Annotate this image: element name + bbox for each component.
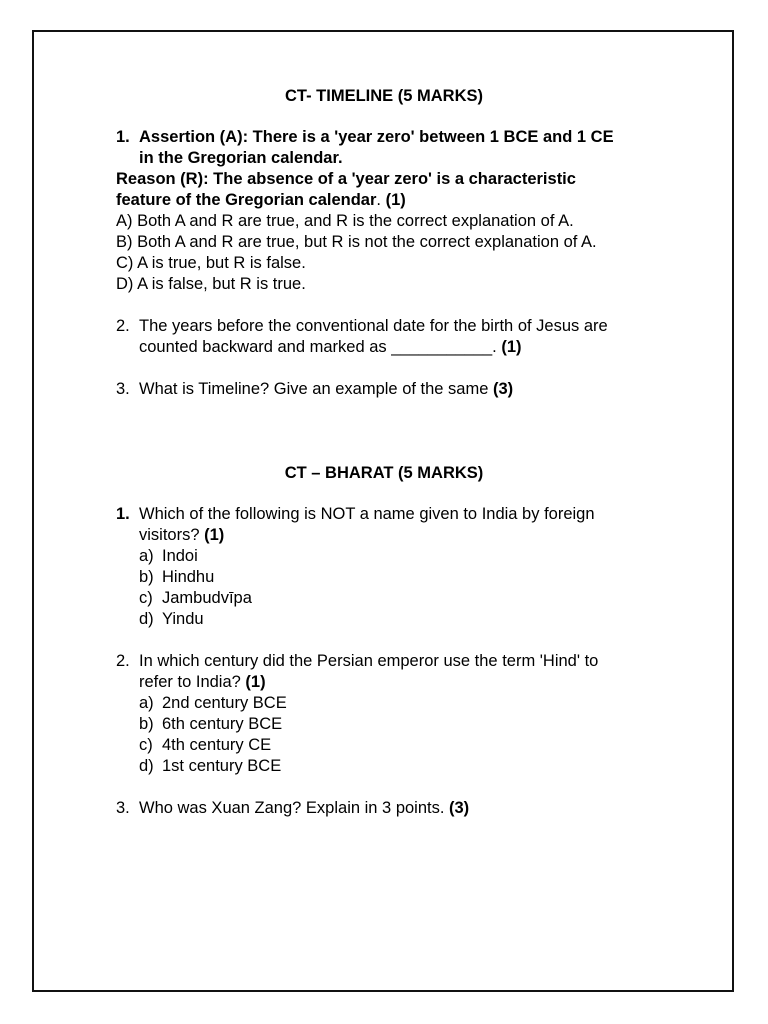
question-text: What is Timeline? Give an example of the same (139, 380, 493, 398)
assertion-line-1: Assertion (A): There is a 'year zero' between 1 BCE and 1 CE (139, 128, 614, 146)
reason-text (116, 169, 676, 211)
timeline-question-3 (116, 379, 676, 400)
option-a: a) 2nd century BCE (139, 694, 287, 712)
option-b: b) 6th century BCE (139, 715, 283, 733)
question-line-1: In which century did the Persian emperor use the term 'Hind' to (139, 652, 599, 670)
question-line-2: refer to India? (139, 673, 246, 691)
option-d: D) A is false, but R is true. (116, 275, 306, 293)
marks-badge: (3) (493, 380, 514, 398)
answer-options (116, 211, 676, 295)
assertion-line-2: in the Gregorian calendar. (139, 149, 343, 167)
marks-badge: (1) (385, 191, 406, 209)
question-text: Who was Xuan Zang? Explain in 3 points. (139, 799, 450, 817)
option-c: c) 4th century CE (139, 736, 272, 754)
option-d: d) 1st century BCE (139, 757, 282, 775)
question-number: 1. (116, 505, 130, 523)
marks-badge: (3) (449, 799, 470, 817)
timeline-question-1 (116, 127, 676, 169)
marks-badge: (1) (245, 673, 266, 691)
question-line-1: Which of the following is NOT a name given to India by foreign (139, 505, 595, 523)
option-c: c) Jambudvīpa (139, 589, 252, 607)
option-a: A) Both A and R are true, and R is the correct explanation of A. (116, 212, 574, 230)
option-b: b) Hindhu (139, 568, 215, 586)
bharat-question-2 (116, 651, 676, 777)
question-number: 2. (116, 317, 130, 335)
timeline-question-2 (116, 316, 676, 358)
question-line-1: The years before the conventional date for the birth of Jesus are (139, 317, 608, 335)
option-d: d) Yindu (139, 610, 204, 628)
question-line-2: counted backward and marked as ___________. (139, 338, 502, 356)
question-number: 3. (116, 799, 130, 817)
marks-badge: (1) (204, 526, 225, 544)
worksheet-content (116, 86, 676, 819)
question-number: 3. (116, 380, 130, 398)
reason-line-2: feature of the Gregorian calendar (116, 191, 377, 209)
section-title-timeline: CT- TIMELINE (5 MARKS) (285, 87, 483, 105)
option-b: B) Both A and R are true, but R is not the correct explanation of A. (116, 233, 597, 251)
assertion-text (139, 127, 676, 169)
option-a: a) Indoi (139, 547, 198, 565)
question-number: 1. (116, 128, 130, 146)
bharat-question-1 (116, 504, 676, 630)
reason-period: . (376, 191, 381, 209)
bharat-question-3 (116, 798, 676, 819)
question-number: 2. (116, 652, 130, 670)
reason-line-1: Reason (R): The absence of a 'year zero' is a characteristic (116, 170, 576, 188)
question-line-2: visitors? (139, 526, 205, 544)
marks-badge: (1) (501, 338, 522, 356)
section-title-bharat: CT – BHARAT (5 MARKS) (284, 464, 484, 482)
option-c: C) A is true, but R is false. (116, 254, 306, 272)
